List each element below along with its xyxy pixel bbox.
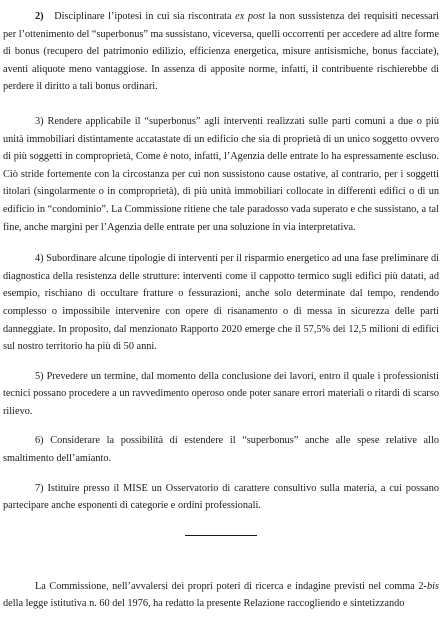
paragraph-text-cont: la non sussistenza dei requisiti necessari per l’ottenimento del “superbonus” ma sussistano, viceversa, quelli occorrenti per accedere ad altre forme di bonus (recupero del patrimonio edilizio, efficienza energetica, misure antisismiche, bonus facciate), aventi aliquote meno vantaggiose. In assenza di apposite norme, infatti, il contribuente rischierebbe di perdere il diritto a tali bonus ordinari. (3, 11, 440, 93)
paragraph-6: 6) Considerare la possibilità di estendere il “superbonus” anche alle spese relative allo smaltimento dell’amianto. (3, 435, 439, 465)
paragraph-5: 5) Prevedere un termine, dal momento della conclusione dei lavori, entro il quale i professionisti tecnici possano procedere a un ravvedimento operoso onde poter sanare errori materiali o ritardi di scarso rilievo. (3, 370, 439, 417)
closing-text: La Commissione, nell’avvalersi dei propri poteri di ricerca e indagine previsti nel comma 2- (35, 580, 427, 592)
paragraph-2 (3, 8, 439, 96)
paragraph-7: 7) Istituire presso il MISE un Osservatorio di carattere consultivo sulla materia, a cui possano partecipare anche esponenti di categorie e ordini professionali. (3, 482, 439, 512)
paragraph-3: 3) Rendere applicabile il “superbonus” agli interventi realizzati sulle parti comuni a due o più unità immobiliari distintamente accatastate di un edificio che sia di proprietà di un unico soggetto ovvero di più soggetti in comproprietà, Come è noto, infatti, l’Agenzia delle entrate lo ha espressamente escluso. Ciò stride fortemente con la circostanza per cui non sussistono cause ostative, al contrario, per i soggetti titolari (singolarmente o in comproprietà), di più unità immobiliari collocate in differenti edifici o di un edificio in “condominio”. La Commissione ritiene che tale paradosso vada superato e che sussistano, a tal fine, anche margini per l’Agenzia delle entrate per una soluzione in via interpretativa. (3, 115, 439, 233)
section-divider (3, 527, 439, 544)
italic-term: ex post (235, 11, 265, 22)
paragraph-4: 4) Subordinare alcune tipologie di interventi per il risparmio energetico ad una fase preliminare di diagnostica della resistenza delle strutture: interventi come il cappotto termico sugli edifici più datati, ad esempio, rischiano di occultare fratture o fessurazioni, anche solo determinate dal tempo, rendendo complesso o impossibile intervenire con opere di risanamento o di messa in sicurezza delle parti danneggiate. In proposito, dal menzionato Rapporto 2020 emerge che il 57,5% dei 12,5 milioni di edifici sul nostro territorio ha più di 50 anni. (3, 253, 439, 353)
paragraph-number: 2) (35, 11, 44, 22)
italic-term: bis (426, 580, 439, 592)
closing-paragraph (3, 578, 439, 613)
paragraph-text: Disciplinare l’ipotesi in cui sia riscontrata (54, 11, 236, 22)
closing-text-cont: della legge istitutiva n. 60 del 1976, ha redatto la presente Relazione raccogliendo e sintetizzando (3, 598, 405, 610)
